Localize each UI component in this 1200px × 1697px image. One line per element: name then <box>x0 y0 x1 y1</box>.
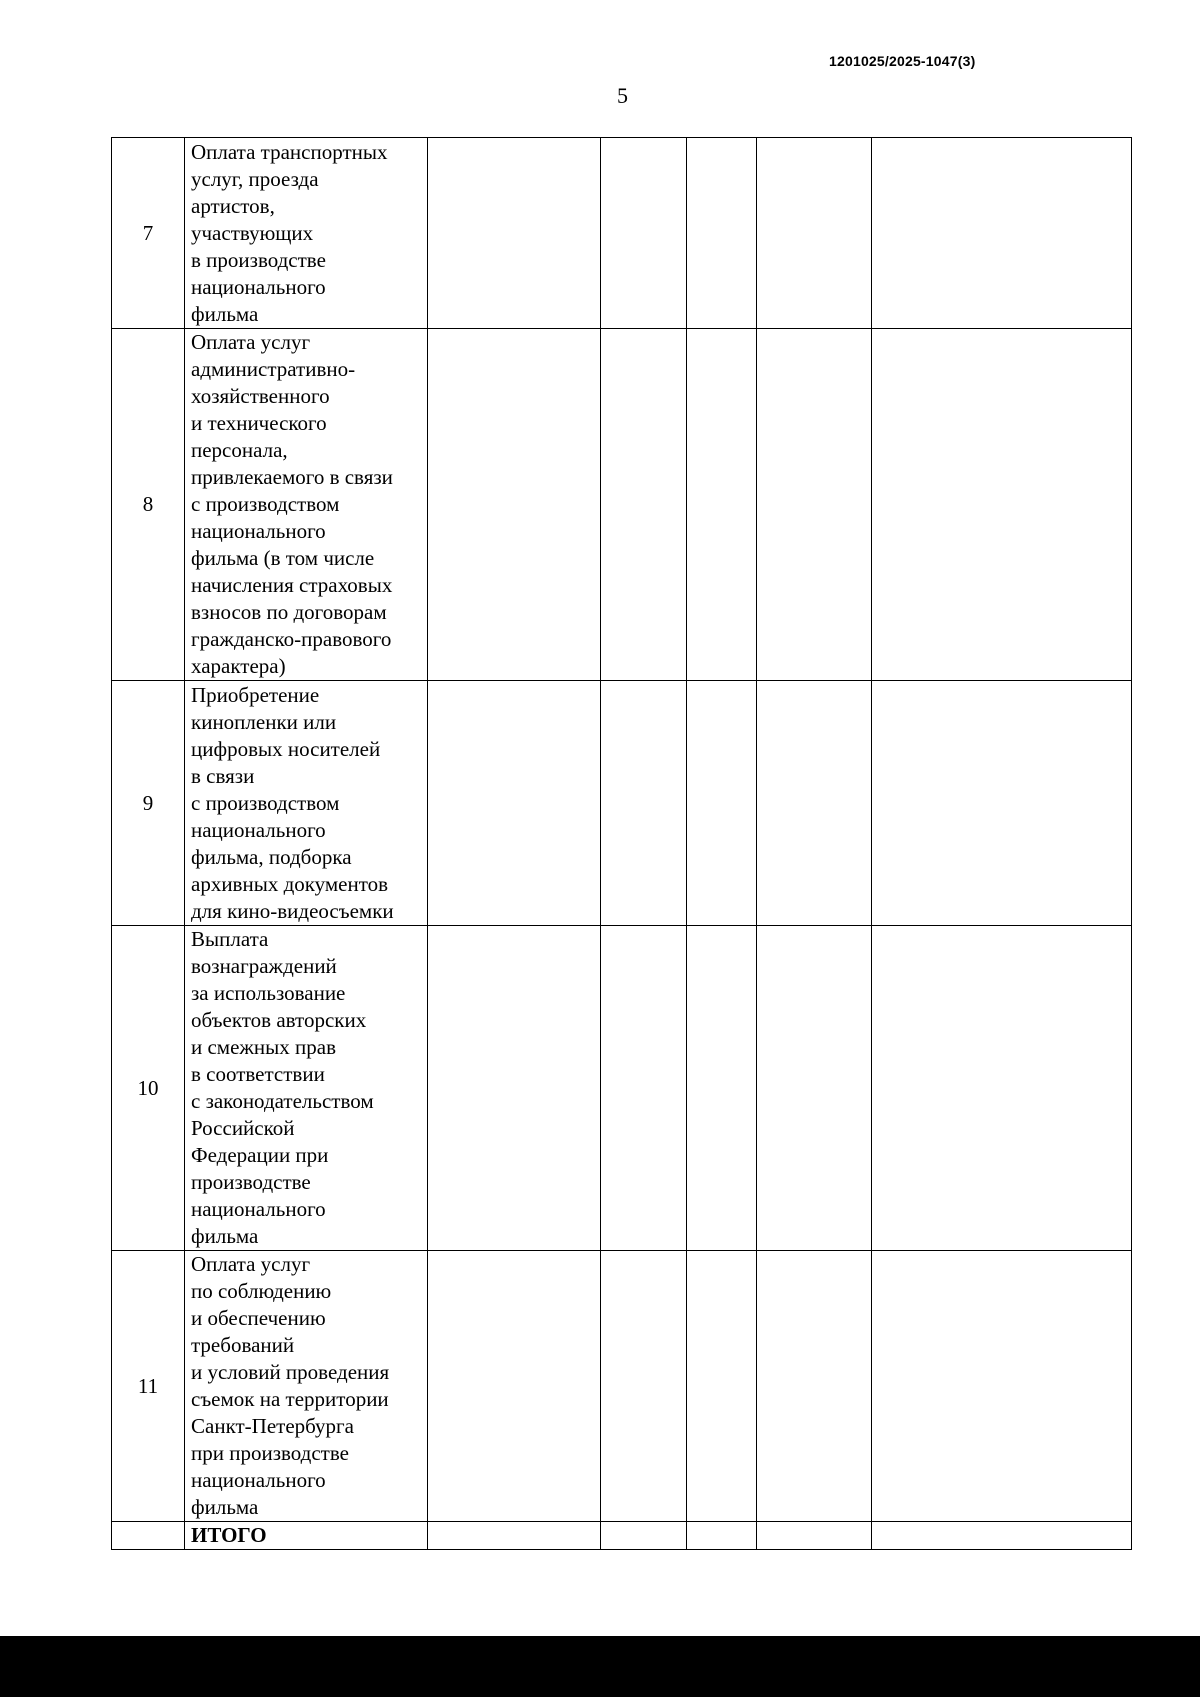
row-number: 10 <box>112 926 185 1251</box>
empty-cell <box>872 138 1132 329</box>
empty-cell <box>428 329 601 681</box>
row-description: Оплата услуг административно- хозяйственного и технического персонала, привлекаемого в связи с производством национального фильма (в том числе начисления страховых взносов по договорам гражданско-правового характера) <box>185 329 428 681</box>
table-row <box>112 138 1132 329</box>
row-number: 9 <box>112 681 185 926</box>
row-number: 11 <box>112 1251 185 1522</box>
empty-cell <box>687 138 757 329</box>
empty-cell <box>872 1251 1132 1522</box>
empty-cell <box>872 1522 1132 1550</box>
row-number: 7 <box>112 138 185 329</box>
empty-cell <box>112 1522 185 1550</box>
scan-bottom-border <box>0 1636 1200 1697</box>
table-row <box>112 1251 1132 1522</box>
empty-cell <box>872 681 1132 926</box>
empty-cell <box>757 329 872 681</box>
empty-cell <box>428 681 601 926</box>
row-description: Выплата вознаграждений за использование объектов авторских и смежных прав в соответствии с законодательством Российской Федерации при производстве национального фильма <box>185 926 428 1251</box>
empty-cell <box>687 329 757 681</box>
empty-cell <box>687 1522 757 1550</box>
row-description: Оплата транспортных услуг, проезда артистов, участвующих в производстве национального фильма <box>185 138 428 329</box>
row-description: Оплата услуг по соблюдению и обеспечению требований и условий проведения съемок на территории Санкт-Петербурга при производстве национального фильма <box>185 1251 428 1522</box>
table-row <box>112 926 1132 1251</box>
empty-cell <box>428 1251 601 1522</box>
empty-cell <box>601 1251 687 1522</box>
empty-cell <box>601 926 687 1251</box>
empty-cell <box>601 681 687 926</box>
budget-table <box>111 137 1132 1550</box>
empty-cell <box>757 138 872 329</box>
table-row <box>112 681 1132 926</box>
empty-cell <box>687 681 757 926</box>
empty-cell <box>757 681 872 926</box>
row-number: 8 <box>112 329 185 681</box>
document-id: 1201025/2025-1047(3) <box>829 53 976 69</box>
empty-cell <box>757 926 872 1251</box>
empty-cell <box>872 329 1132 681</box>
empty-cell <box>872 926 1132 1251</box>
empty-cell <box>757 1522 872 1550</box>
empty-cell <box>428 138 601 329</box>
empty-cell <box>601 329 687 681</box>
row-description: Приобретение кинопленки или цифровых носителей в связи с производством национального фильма, подборка архивных документов для кино-видеосъемки <box>185 681 428 926</box>
empty-cell <box>428 926 601 1251</box>
empty-cell <box>757 1251 872 1522</box>
empty-cell <box>687 1251 757 1522</box>
empty-cell <box>601 138 687 329</box>
table-row <box>112 329 1132 681</box>
page-number: 5 <box>617 83 628 108</box>
total-row <box>112 1522 1132 1550</box>
empty-cell <box>687 926 757 1251</box>
empty-cell <box>601 1522 687 1550</box>
total-label: ИТОГО <box>185 1522 428 1550</box>
empty-cell <box>428 1522 601 1550</box>
